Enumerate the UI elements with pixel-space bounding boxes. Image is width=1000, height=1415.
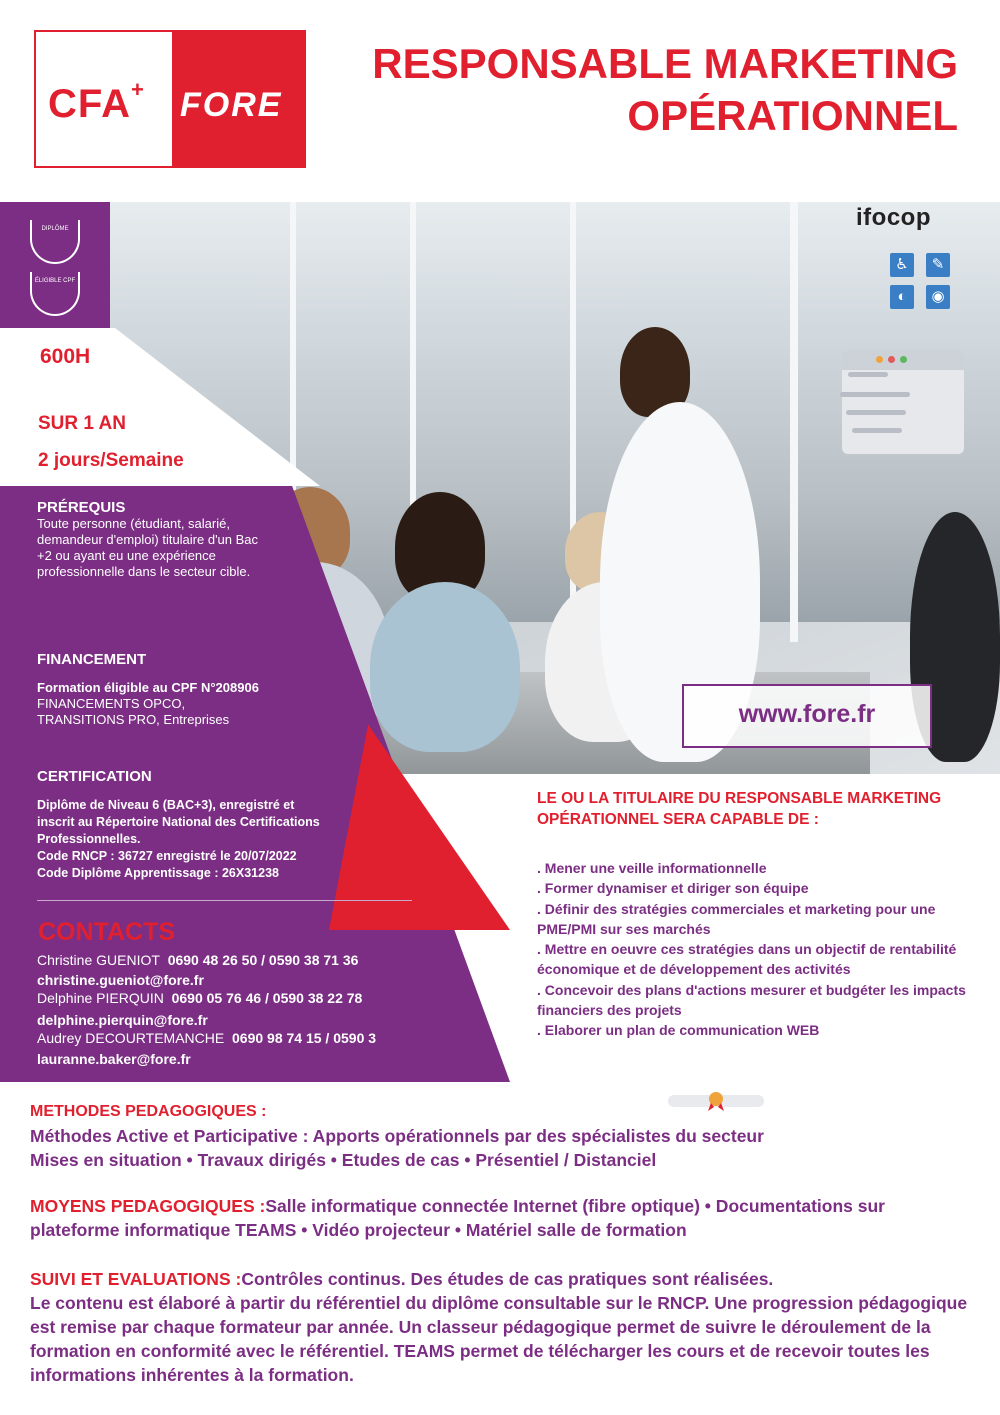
financement-line-2: FINANCEMENTS OPCO, <box>37 696 186 711</box>
contact-name: Audrey DECOURTEMANCHE <box>37 1030 225 1046</box>
skill-item: . Elaborer un plan de communication WEB <box>537 1022 820 1039</box>
page-title <box>318 38 958 142</box>
financement-line-3: TRANSITIONS PRO, Entreprises <box>37 712 230 727</box>
suivi-text: Contrôles continus. Des études de cas pratiques sont réalisées. <box>241 1269 774 1289</box>
financement-text <box>37 680 377 728</box>
logo-cfa-text: CFA+ <box>48 76 145 126</box>
contact-line <box>37 952 358 968</box>
moyens-title: MOYENS PEDAGOGIQUES : <box>30 1196 266 1216</box>
visual-disability-icon: ◉ <box>926 285 950 309</box>
contacts-title: CONTACTS <box>38 918 176 946</box>
window-dot <box>888 356 895 363</box>
prereq-title: PRÉREQUIS <box>37 499 126 516</box>
skills-list <box>537 858 977 1041</box>
certification-title: CERTIFICATION <box>37 768 152 785</box>
website-box[interactable] <box>682 684 932 748</box>
prereq-text: Toute personne (étudiant, salarié, demandeur d'emploi) titulaire d'un Bac +2 ou ayant eu une expérience professionnelle dans le secteur cible. <box>37 516 259 579</box>
cognitive-disability-icon: ✎ <box>926 253 950 277</box>
contact-phones: 0690 98 74 15 / 0590 3 <box>232 1030 377 1046</box>
wheelchair-icon: ♿ <box>890 253 914 277</box>
moyens-text: Salle informatique connectée Internet (fibre optique) • Documentations sur plateforme informatique TEAMS • Vidéo projecteur • Matériel salle de formation <box>30 1196 885 1240</box>
title-line-1: RESPONSABLE MARKETING <box>372 40 958 87</box>
browser-window-illustration <box>842 350 964 454</box>
skill-item: . Mener une veille informationnelle <box>537 860 767 876</box>
financement-title: FINANCEMENT <box>37 651 147 668</box>
title-line-2: OPÉRATIONNEL <box>627 92 958 139</box>
skill-item: . Mettre en oeuvre ces stratégies dans un objectif de rentabilité économique et de développement des activités <box>537 941 957 978</box>
financement-cpf: Formation éligible au CPF N°208906 <box>37 680 259 695</box>
cert-line: Diplôme de Niveau 6 (BAC+3), enregistré et <box>37 798 295 812</box>
rhythm: 2 jours/Semaine <box>38 450 184 471</box>
window-dot <box>900 356 907 363</box>
contact-name: Christine GUENIOT <box>37 952 160 968</box>
decor-line <box>846 410 906 415</box>
decor-line <box>852 428 902 433</box>
cert-line: inscrit au Répertoire National des Certifications <box>37 815 320 829</box>
suivi-text-2: Le contenu est élaboré à partir du référentiel du diplôme consultable sur le RNCP. Une progression pédagogique est remise par chaque formateur par année. Un classeur pédagogique permet de suivre le déroulement de la formation en conformité avec le référentiel. TEAMS permet de télécharger les cours et de recevoir toutes les informations inhérentes à la formation. <box>30 1293 968 1385</box>
badges-panel <box>0 202 110 328</box>
skill-item: . Concevoir des plans d'actions mesurer et budgéter les impacts financiers des projets <box>537 981 966 1019</box>
cfa-fore-logo <box>34 30 306 168</box>
contact-phones: 0690 05 76 46 / 0590 38 22 78 <box>171 990 363 1006</box>
hours: 600H <box>40 345 91 368</box>
contact-line <box>37 1030 376 1046</box>
methodes-line: Mises en situation • Travaux dirigés • Etudes de cas • Présentiel / Distanciel <box>30 1150 657 1170</box>
contact-line <box>37 990 362 1006</box>
hearing-disability-icon: ◐ <box>890 285 914 309</box>
duration: SUR 1 AN <box>38 413 126 434</box>
methodes-title: METHODES PEDAGOGIQUES : <box>30 1103 267 1120</box>
contact-email[interactable]: delphine.pierquin@fore.fr <box>37 1012 208 1028</box>
window-dot <box>876 356 883 363</box>
skills-title: LE OU LA TITULAIRE DU RESPONSABLE MARKETING OPÉRATIONNEL SERA CAPABLE DE : <box>537 790 942 828</box>
person-body <box>370 582 520 752</box>
contact-email[interactable]: lauranne.baker@fore.fr <box>37 1051 191 1067</box>
moyens-section <box>30 1194 975 1242</box>
contact-name: Delphine PIERQUIN <box>37 990 164 1006</box>
skill-item: . Former dynamiser et diriger son équipe <box>537 880 809 897</box>
cert-line: Code Diplôme Apprentissage : 26X31238 <box>37 866 279 880</box>
suivi-section <box>30 1267 975 1387</box>
decor-line <box>848 372 888 377</box>
website-link[interactable]: www.fore.fr <box>738 700 876 728</box>
diplome-badge: DIPLÔME <box>30 220 80 264</box>
skill-item: . Définir des stratégies commerciales et marketing pour une PME/PMI sur ses marchés <box>537 900 936 937</box>
certification-text <box>37 797 417 882</box>
ifocop-logo: ifocop <box>856 204 931 231</box>
methodes-line: Méthodes Active et Participative : Apports opérationnels par des spécialistes du secteur <box>30 1126 764 1146</box>
cert-line: Code RNCP : 36727 enregistré le 20/07/2022 <box>37 849 297 863</box>
logo-fore-text: FORE <box>180 86 283 124</box>
contact-email[interactable]: christine.gueniot@fore.fr <box>37 972 204 988</box>
divider <box>37 900 412 901</box>
cpf-badge: ÉLIGIBLE CPF <box>30 272 80 316</box>
suivi-title: SUIVI ET EVALUATIONS : <box>30 1269 242 1289</box>
decor-line <box>840 392 910 397</box>
methodes-section <box>30 1100 975 1172</box>
contact-phones: 0690 48 26 50 / 0590 38 71 36 <box>167 952 359 968</box>
window-mullion <box>790 202 798 642</box>
cert-line: Professionnelles. <box>37 832 141 846</box>
